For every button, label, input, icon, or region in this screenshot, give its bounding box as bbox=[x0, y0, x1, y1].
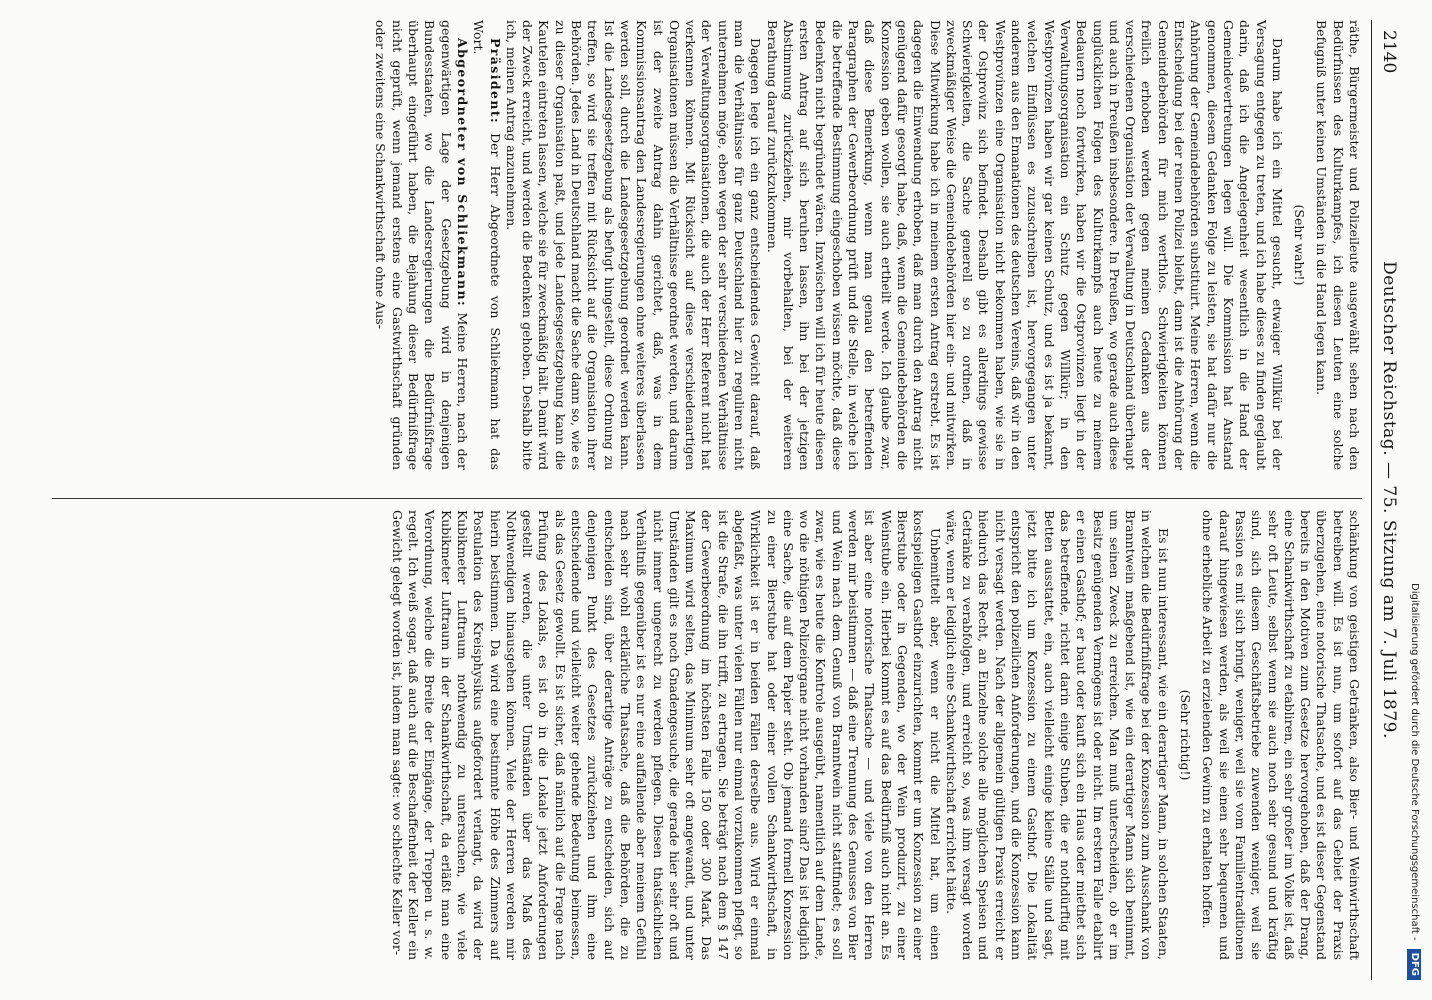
speaker-name: Abgeordneter von Schliekmann: bbox=[454, 38, 470, 308]
speech-text: Meine Herren, nach der gegenwärtigen Lage der Gesetzgebung wird in denjenigen Bundesstaaten, wo die Landesregierungen die Bedürfnißfrage überhaupt eingeführt haben, die Bejahung dieser Bedürfnißfrage nicht geprüft, wenn jemand erstens eine Gastwirthschaft gründen oder zweitens eine Schankwirthschaft ohne Aus- bbox=[373, 20, 470, 470]
page-number: 2140 bbox=[1379, 30, 1399, 74]
paragraph: Darum habe ich ein Mittel gesucht, etwaiger Willkür bei der Versagung entgegen zu treten, und ich habe dieses zu finden geglaubt darin, daß ich die Angelegenheit wesentlich in die Hand der Gemeindevertretungen legen will. Die Kommission hat Anstand genommen, diesem Gedanken Folge zu leisten, sie hat dafür nur die Anhörung der Gemeindebehörden substituirt. Meine Herren, wenn die Entscheidung bei der reinen Polizei bleibt, dann ist die Anhörung der Gemeindebehörden für mich werthlos. Schwierigkeiten können freilich erhoben werden gegen meinen Gedanken aus der verschiedenen Organisation der Verwaltung in Deutschland überhaupt und auch in Preußen insbesondere. In Preußen, wo gerade auch diese unglücklichen Folgen des Kulturkampfs auch heute zu meinem Bedauern noch fortwirken, haben wir die Ostprovinzen liegt in der Verwaltungsorganisation ein Schutz gegen Willkür; in den Westprovinzen haben wir gar keinen Schutz, und es ist ja bekannt, welchen Einflüssen es zuzuschreiben ist, hervorgegangen unter anderem aus den Emanationen des deutschen Vereins, daß wir in den Westprovinzen eine Organisation nicht bekommen haben, wie sie in der Ostprovinz sich befindet. Deshalb gibt es allerdings gewisse Schwierigkeiten, die Sache generell so zu ordnen, daß in zweckmäßiger Weise die Gemeindebehörden hier ein- und mitwirken. Diese Mitwirkung habe ich in meinem ersten Antrag erstrebt. Es ist dagegen die Einwendung erhoben, daß man durch den Antrag nicht genügend dafür gesorgt habe, daß, wenn die Gemeindebehörden die Konzession geben wollen, sie auch ertheilt werde. Ich glaube zwar, daß diese Bemerkung, wenn man genau den betreffenden Paragraphen der Gewerbeordnung prüft und die Stelle, in welche ich die betreffende Bestimmung eingeschoben wissen möchte, daß diese Bedenken nicht begründet wären. Inzwischen will ich für heute diesen ersten Antrag auf sich beruhen lassen, ihn bei der jetzigen Abstimmung zurückziehen, mir vorbehalten, bei der weiteren Berathung darauf zurückzukommen. bbox=[764, 20, 1285, 470]
interjection: (Sehr wahr!) bbox=[1292, 204, 1308, 286]
interjection: (Sehr richtig!) bbox=[1178, 689, 1194, 781]
text-columns bbox=[42, 20, 1362, 980]
speaker-paragraph bbox=[372, 20, 470, 470]
speech-text: Der Herr Abgeordnete von Schliekmann hat das Wort. bbox=[471, 20, 503, 470]
left-column bbox=[42, 20, 1362, 470]
paragraph: Dagegen lege ich ein ganz entscheidendes Gewicht darauf, daß man die Verhältnisse für ganz Deutschland hier zu reguliren nicht unternehmen möge, eben wegen der sehr verschiedenen Verhältnisse der Verwaltungsorganisationen, die auch der Herr Referent nicht hat verkennen können. Mit Rücksicht auf diese verschiedenartigen Organisationen müssen die Verhältnisse geordnet werden, und darum ist der zweite Antrag dahin gerichtet, daß, was in dem Kommissionsantrag den Landesregierungen ohne weiteres überlassen werden soll, durch die Landesgesetzgebung geordnet werden kann. Ist die Landesgesetzgebung als befugt hingestellt, diese Ordnung zu treffen, so wird sie treffen mit Rücksicht auf die Organisation ihrer Behörden. Jedes Land in Deutschland macht die Sache dann so, wie es zu dieser Organisation paßt, und jede Landesgesetzgebung kann die Kautelen eintreten lassen, welche sie für zweckmäßig hält. Damit wird der Zweck erreicht, und werden die Bedenken gehoben. Deshalb bitte ich, meinen Antrag anzunehmen. bbox=[503, 20, 764, 470]
credit-text: Digitalisierung gefördert durch die Deutsche Forschungsgemeinschaft - bbox=[1409, 583, 1420, 941]
dfg-logo: DFG bbox=[1407, 949, 1421, 980]
paragraph: Es ist nun interessant, wie ein derartiger Mann, in solchen Staaten, in welchen die Bedürfnißfrage bei der Konzession zum Ausschank von Branntwein maßgebend ist, wie ein derartiger Mann sich benimmt, um seinen Zweck zu erreichen. Man muß unterscheiden, ob er im Besitz genügenden Vermögens ist oder nicht. Im erstern Falle etablirt er einen Gasthof; er baut oder kauft sich ein Haus oder miethet sich das betreffende, richtet darin einige Stuben, die er nothdürftig mit Betten ausstattet, ein, auch vielleicht einige kleine Ställe und sagt, jetzt bitte ich um Konzession zu einem Gasthof. Die Lokalität entspricht den polizeilichen Anforderungen, und die Konzession kann nicht versagt werden. Nach der allgemein gültigen Praxis erreicht er hiedurch das Recht, an Einzelne solche alle möglichen Speisen und Getränke zu verabfolgen, und erreicht so, was ihm versagt worden wäre, wenn er lediglich eine Schankwirthschaft errichtet hätte. bbox=[943, 510, 1171, 960]
column-divider bbox=[52, 498, 1362, 499]
page-header bbox=[1371, 20, 1406, 980]
page-content-rotated bbox=[26, 20, 1406, 980]
digitization-credit bbox=[1402, 20, 1426, 980]
right-column bbox=[42, 510, 1362, 960]
paragraph: räthe, Bürgermeister und Polizeileute ausgewählt sehen nach den Bedürfnissen des Kulturkampfes, ich diesen Leuten eine solche Befugniß unter keinen Umständen in die Hand legen kann. bbox=[1314, 20, 1362, 470]
paragraph: Unbemittelt aber, wenn er nicht die Mittel hat, um einen kostspieligen Gasthof einzurichten, kommt er um Konzession zu einer Bierstube oder in Gegenden, wo der Wein produzirt, zu einer Weinstube ein. Hierbei kommt es auf das Bedürfniß auch nicht an. Es ist aber eine notorische Thatsache — und viele von den Herren werden mir beistimmen — daß eine Trennung des Genusses von Bier und Wein nach dem Genuß von Branntwein nicht stattfindet; es soll zwar, wie es heute die Kontrole ausgeübt, namentlich auf dem Lande, wo die nöthigen Polizeiorgane nicht vorhanden sind? Das ist lediglich eine Sache, die auf dem Papier steht. Ob jemand formell Konzession zu einer Bierstube hat oder einer vollen Schankwirthschaft, in Wirklichkeit ist er in beiden Fällen derselbe aus. Wird er einmal abgefaßt, was unter vielen Fällen nur einmal vorzukommen pflegt, so ist die Strafe, die ihn trifft, zu ertragen. Sie beträgt nach dem § 147 der Gewerbeordnung im höchsten Falle 150 oder 300 Mark. Das Maximum wird selten, das Minimum sehr oft angewandt, und unter Umständen gilt es noch Gnadengesuche, die gerade hier sehr oft und nicht immer ungerecht zu werden pflegen. Diesen thatsächlichen Verhältniß gegenüber ist es nur eine auffallende aber meinem Gefühl nach sehr wohl erklärliche Thatsache, daß die Behörden, die zu entscheiden sind, über derartige Anträge zu entscheiden, sich auf denjenigen Punkt des Gesetzes zurückziehen und ihm eine entscheidende und vielleicht weiter gehende Bedeutung beimessen, als das Gesetz gewollt. Es ist sicher, daß nämlich auf die Frage nach Prüfung des Lokals, es ist ob in die Lokale jetzt Anforderungen gestellt werden, die unter Umständen über das Maß des Nothwendigen hinausgehen können. Viele der Herren werden mir hierin beistimmen. Da wird eine bestimmte Höhe des Zimmers auf Postulation des Kreisphysikus aufgefordert verlangt, da wird der Kubikmeter Luftraum nothwendig zu untersuchen, wie viele Kubikmeter Luftraum in der Schankwirthschaft, da erläßt man eine Verordnung, welche die Breite der Eingänge, der Treppen u. s. w. regelt. Ich weiß sogar, daß auch auf die Beschaffenheit der Keller ein Gewicht gelegt worden ist, indem man sagte: wo schlechte Keller vor- bbox=[389, 510, 943, 960]
page-title: Deutscher Reichstag. — 75. Sitzung am 7. Juli 1879. bbox=[1379, 261, 1399, 739]
speaker-paragraph bbox=[470, 20, 503, 470]
speaker-name: Präsident: bbox=[487, 38, 503, 125]
paragraph: schänkung von geistigen Getränken, also Bier- und Weinwirthschaft betreiben will. Es ist nun, um sofort auf das Gebiet der Praxis überzugehen, eine notorische Thatsache, und es ist dieser Gegenstand bereits in den Motiven zum Gesetze hervorgehoben, daß der Drang, eine Schankwirthschaft zu etabliren, ein sehr großer im Volke ist, daß sehr oft Leute, selbst wenn sie auch noch sehr gesund und kräftig sind, sich diesem Geschäftsbetriebe zuwenden weniger, weil sie Passion es mit sich bringt, weniger, weil sie vom Familientraditionen darauf hingewiesen werden, als weil sie einen sehr bequemen und ohne erhebliche Arbeit zu erzielenden Gewinn zu erhalten hoffen. bbox=[1200, 510, 1362, 960]
